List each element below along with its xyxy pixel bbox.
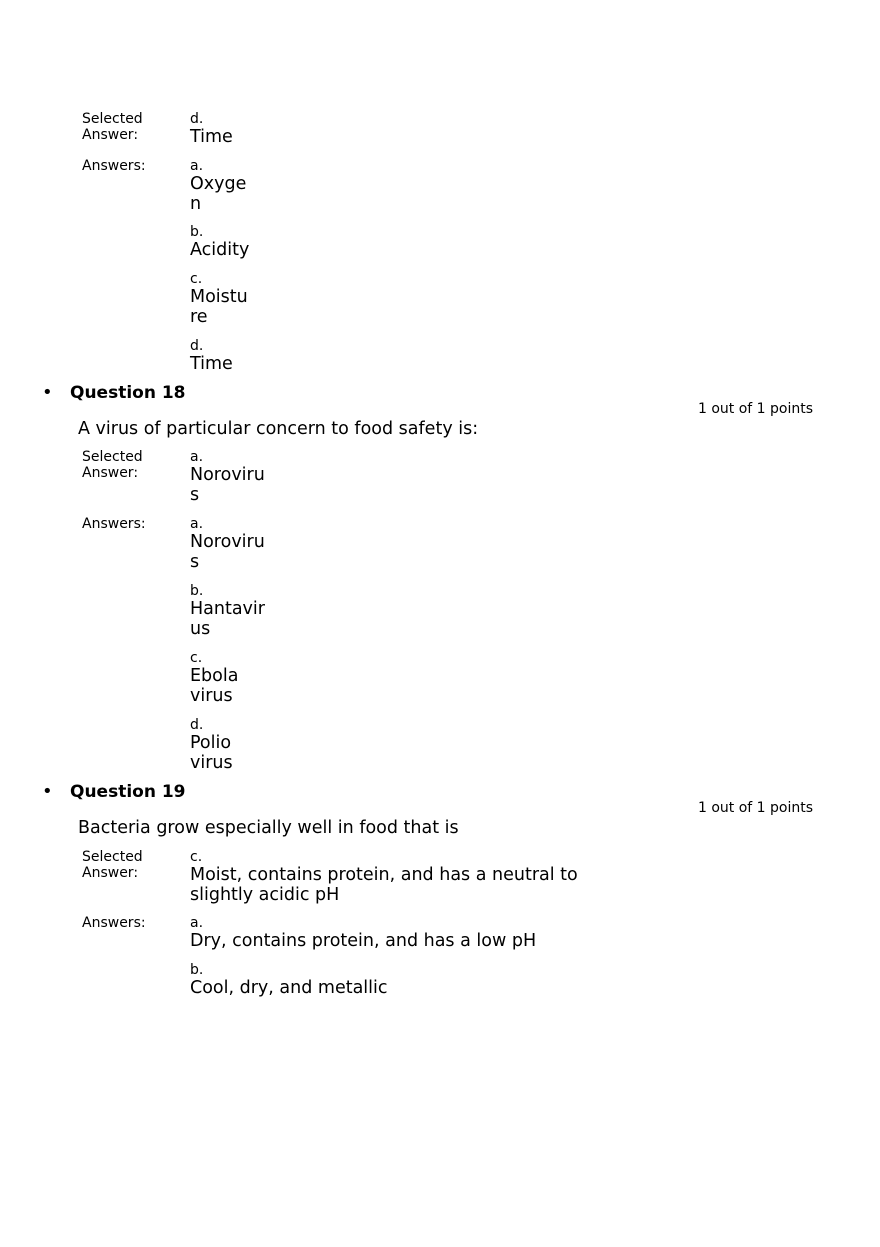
option-text-line1: Polio: [190, 733, 232, 753]
answers-label: Answers:: [82, 915, 146, 931]
option-text: Norovirus: [190, 532, 265, 572]
question-title: Question 19: [70, 782, 186, 802]
question-title: Question 18: [70, 383, 186, 403]
q17-answer-b: [190, 224, 249, 260]
selected-answer-label: [82, 111, 172, 143]
q17-selected-answer: [190, 111, 233, 147]
option-letter: c.: [190, 849, 203, 865]
option-text-line2: virus: [190, 753, 233, 773]
question-text: A virus of particular concern to food safety is:: [78, 419, 479, 439]
option-text: Time: [190, 127, 233, 147]
selected-answer-label: [82, 449, 172, 481]
option-letter: d.: [190, 111, 204, 127]
option-letter: a.: [190, 915, 204, 931]
q18-answer-d: [190, 717, 233, 773]
option-text: Oxygen: [190, 174, 247, 214]
option-letter: b.: [190, 583, 204, 599]
question-bullet: •: [42, 781, 53, 802]
q19-selected-answer: [190, 849, 590, 905]
option-letter: a.: [190, 449, 204, 465]
selected-label-line1: Selected: [82, 111, 143, 127]
option-letter: c.: [190, 271, 203, 287]
option-text: Moisture: [190, 287, 248, 327]
option-letter: a.: [190, 158, 204, 174]
option-text: Hantavirus: [190, 599, 265, 639]
option-text: Norovirus: [190, 465, 265, 505]
option-letter: b.: [190, 224, 204, 240]
selected-label-line1: Selected: [82, 449, 143, 465]
option-letter: b.: [190, 962, 204, 978]
option-text-line2: virus: [190, 686, 233, 706]
option-letter: c.: [190, 650, 203, 666]
answers-label: Answers:: [82, 516, 146, 532]
q17-answer-c: [190, 271, 250, 327]
answers-label: Answers:: [82, 158, 146, 174]
selected-label-line2: Answer:: [82, 865, 139, 881]
option-letter: a.: [190, 516, 204, 532]
q18-answer-b: [190, 583, 268, 639]
option-letter: d.: [190, 338, 204, 354]
question-points: 1 out of 1 points: [698, 800, 814, 816]
q19-answer-a: [190, 915, 590, 951]
option-text-line1: Ebola: [190, 666, 239, 686]
q17-answer-a: [190, 158, 250, 214]
question-text: Bacteria grow especially well in food that is: [78, 818, 459, 838]
option-text: Dry, contains protein, and has a low pH: [190, 931, 537, 951]
q19-answer-b: [190, 962, 590, 998]
q18-answer-c: [190, 650, 238, 706]
selected-label-line2: Answer:: [82, 127, 139, 143]
selected-label-line2: Answer:: [82, 465, 139, 481]
option-letter: d.: [190, 717, 204, 733]
option-text: Moist, contains protein, and has a neutral to slightly acidic pH: [190, 865, 578, 905]
option-text: Acidity: [190, 240, 250, 260]
q18-answer-a: [190, 516, 268, 572]
q18-selected-answer: [190, 449, 268, 505]
option-text: Time: [190, 354, 233, 374]
question-points: 1 out of 1 points: [698, 401, 814, 417]
selected-answer-label: [82, 849, 172, 881]
selected-label-line1: Selected: [82, 849, 143, 865]
question-bullet: •: [42, 382, 53, 403]
q17-answer-d: [190, 338, 233, 374]
option-text: Cool, dry, and metallic: [190, 978, 388, 998]
